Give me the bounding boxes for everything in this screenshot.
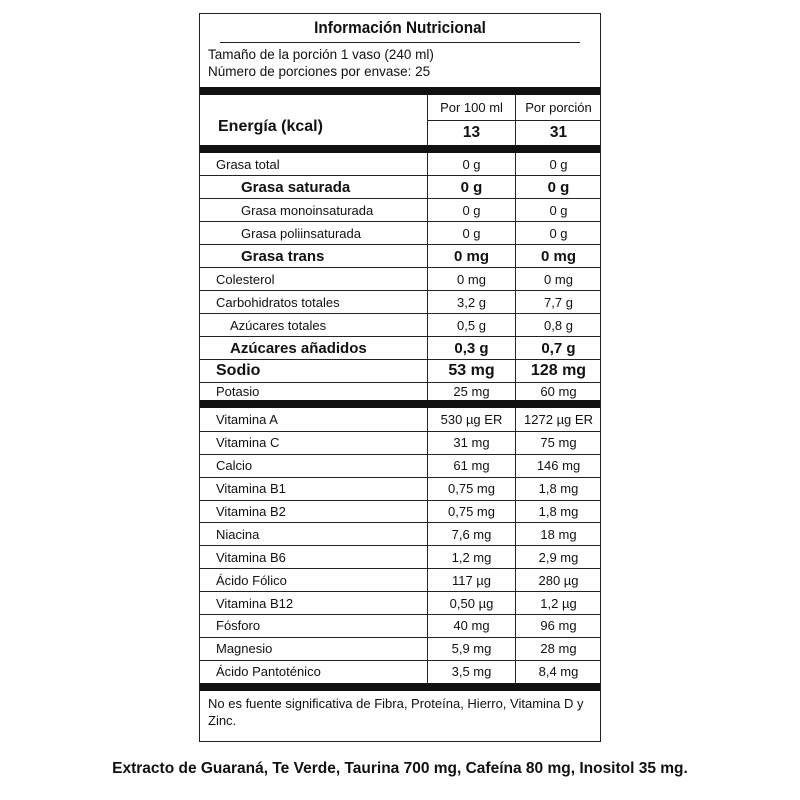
col-header-per100: Por 100 ml	[428, 96, 515, 121]
table-row	[200, 591, 600, 614]
vitamin-label: Vitamina C	[216, 435, 280, 451]
vitamin-perserving: 1,8 mg	[515, 501, 601, 523]
nutrient-label: Grasa total	[216, 156, 280, 172]
vitamin-per100: 117 µg	[427, 569, 515, 591]
vitamin-perserving: 280 µg	[515, 569, 601, 591]
vitamin-label: Calcio	[216, 458, 253, 474]
nutrient-per100: 0 mg	[427, 268, 515, 290]
nutrient-perserving: 0,8 g	[515, 314, 601, 336]
vitamin-label: Vitamina B2	[216, 504, 286, 519]
vitamin-perserving: 75 mg	[515, 432, 601, 454]
nutrient-label: Colesterol	[216, 271, 275, 287]
table-row	[200, 545, 600, 568]
vitamin-perserving: 28 mg	[515, 638, 601, 660]
thick-divider	[200, 145, 600, 153]
vitamin-per100: 530 µg ER	[427, 408, 515, 431]
vitamin-per100: 61 mg	[427, 455, 515, 477]
nutrient-per100: 0,5 g	[427, 314, 515, 336]
vitamin-per100: 5,9 mg	[427, 638, 515, 660]
table-row	[200, 244, 600, 267]
vitamin-perserving: 96 mg	[515, 615, 601, 637]
nutrient-label: Azúcares totales	[230, 317, 327, 333]
nutrient-per100: 0 g	[427, 222, 515, 244]
vitamin-label: Vitamina B12	[216, 595, 294, 611]
vitamin-perserving: 2,9 mg	[515, 546, 601, 568]
nutrient-perserving: 0 g	[515, 222, 601, 244]
vitamin-per100: 31 mg	[427, 432, 515, 454]
servings-per-container: Número de porciones por envase: 25	[208, 64, 431, 79]
nutrient-perserving: 0 g	[515, 153, 601, 175]
nutrient-label: Grasa saturada	[241, 178, 351, 196]
vitamin-label: Magnesio	[216, 641, 273, 657]
vitamin-perserving: 1,2 µg	[515, 592, 601, 614]
table-row	[200, 336, 600, 359]
table-row	[200, 359, 600, 382]
energy-perserving-cell	[515, 95, 601, 145]
nutrient-per100: 0 mg	[427, 245, 515, 267]
thick-divider	[200, 683, 600, 691]
vitamin-label: Niacina	[216, 526, 260, 542]
table-row	[200, 477, 600, 500]
table-row	[200, 382, 600, 400]
nutrient-label: Grasa trans	[241, 247, 325, 265]
table-row	[200, 153, 600, 175]
table-row	[200, 221, 600, 244]
vitamin-perserving: 8,4 mg	[515, 661, 601, 683]
col-header-perserving: Por porción	[516, 96, 601, 121]
vitamin-per100: 40 mg	[427, 615, 515, 637]
vitamin-perserving: 1272 µg ER	[515, 408, 601, 431]
nutrient-label: Grasa poliinsaturada	[241, 225, 361, 241]
vitamin-per100: 0,75 mg	[427, 501, 515, 523]
table-row	[200, 431, 600, 454]
vitamin-perserving: 146 mg	[515, 455, 601, 477]
table-row	[200, 175, 600, 198]
nutrient-label: Carbohidratos totales	[216, 294, 340, 310]
energy-per100-cell	[427, 95, 515, 145]
nutrient-label: Azúcares añadidos	[230, 339, 367, 357]
nutrient-per100: 25 mg	[427, 383, 515, 400]
nutrient-per100: 53 mg	[427, 360, 515, 382]
ingredients-note: Extracto de Guaraná, Te Verde, Taurina 700 mg, Cafeína 80 mg, Inositol 35 mg.	[112, 760, 688, 777]
table-row	[200, 660, 600, 683]
vitamin-label: Ácido Fólico	[216, 572, 287, 588]
nutrient-perserving: 128 mg	[515, 360, 601, 382]
thick-divider	[200, 400, 600, 408]
nutrition-facts-panel	[199, 13, 601, 742]
vitamin-label: Vitamina A	[216, 411, 278, 427]
table-row	[200, 408, 600, 431]
table-row	[200, 500, 600, 523]
nutrient-per100: 0 g	[427, 153, 515, 175]
nutrient-label: Sodio	[216, 362, 261, 379]
nutrient-perserving: 0 g	[515, 199, 601, 221]
vitamin-per100: 1,2 mg	[427, 546, 515, 568]
nutrient-perserving: 0 mg	[515, 245, 601, 267]
serving-size: Tamaño de la porción 1 vaso (240 ml)	[208, 47, 434, 62]
nutrient-per100: 0 g	[427, 199, 515, 221]
energy-row	[200, 95, 600, 145]
nutrient-per100: 3,2 g	[427, 291, 515, 313]
panel-title: Información Nutricional	[220, 14, 580, 43]
energy-perserving: 31	[549, 123, 568, 141]
nutrient-perserving: 0 mg	[515, 268, 601, 290]
vitamin-per100: 3,5 mg	[427, 661, 515, 683]
energy-label: Energía (kcal)	[218, 118, 323, 135]
vitamin-per100: 0,75 mg	[427, 478, 515, 500]
table-row	[200, 614, 600, 637]
energy-per100: 13	[462, 123, 481, 141]
vitamin-per100: 0,50 µg	[427, 592, 515, 614]
table-row	[200, 568, 600, 591]
nutrient-perserving: 60 mg	[515, 383, 601, 400]
table-row	[200, 637, 600, 660]
footnote: No es fuente significativa de Fibra, Proteína, Hierro, Vitamina D y Zinc.	[208, 695, 584, 728]
vitamin-per100: 7,6 mg	[427, 523, 515, 545]
table-row	[200, 454, 600, 477]
table-row	[200, 313, 600, 336]
vitamin-label: Fósforo	[216, 618, 261, 634]
vitamin-perserving: 18 mg	[515, 523, 601, 545]
serving-info	[200, 43, 600, 87]
table-row	[200, 522, 600, 545]
nutrient-label: Grasa monoinsaturada	[241, 202, 374, 218]
vitamin-label: Vitamina B1	[216, 481, 286, 497]
nutrient-per100: 0,3 g	[427, 337, 515, 359]
table-row	[200, 198, 600, 221]
nutrient-perserving: 0,7 g	[515, 337, 601, 359]
vitamin-label: Vitamina B6	[216, 549, 286, 565]
nutrient-perserving: 0 g	[515, 176, 601, 198]
table-row	[200, 290, 600, 313]
nutrient-label: Potasio	[216, 384, 260, 399]
vitamin-label: Ácido Pantoténico	[216, 664, 321, 680]
nutrient-perserving: 7,7 g	[515, 291, 601, 313]
nutrient-per100: 0 g	[427, 176, 515, 198]
thick-divider	[200, 87, 600, 95]
vitamin-perserving: 1,8 mg	[515, 478, 601, 500]
table-row	[200, 267, 600, 290]
